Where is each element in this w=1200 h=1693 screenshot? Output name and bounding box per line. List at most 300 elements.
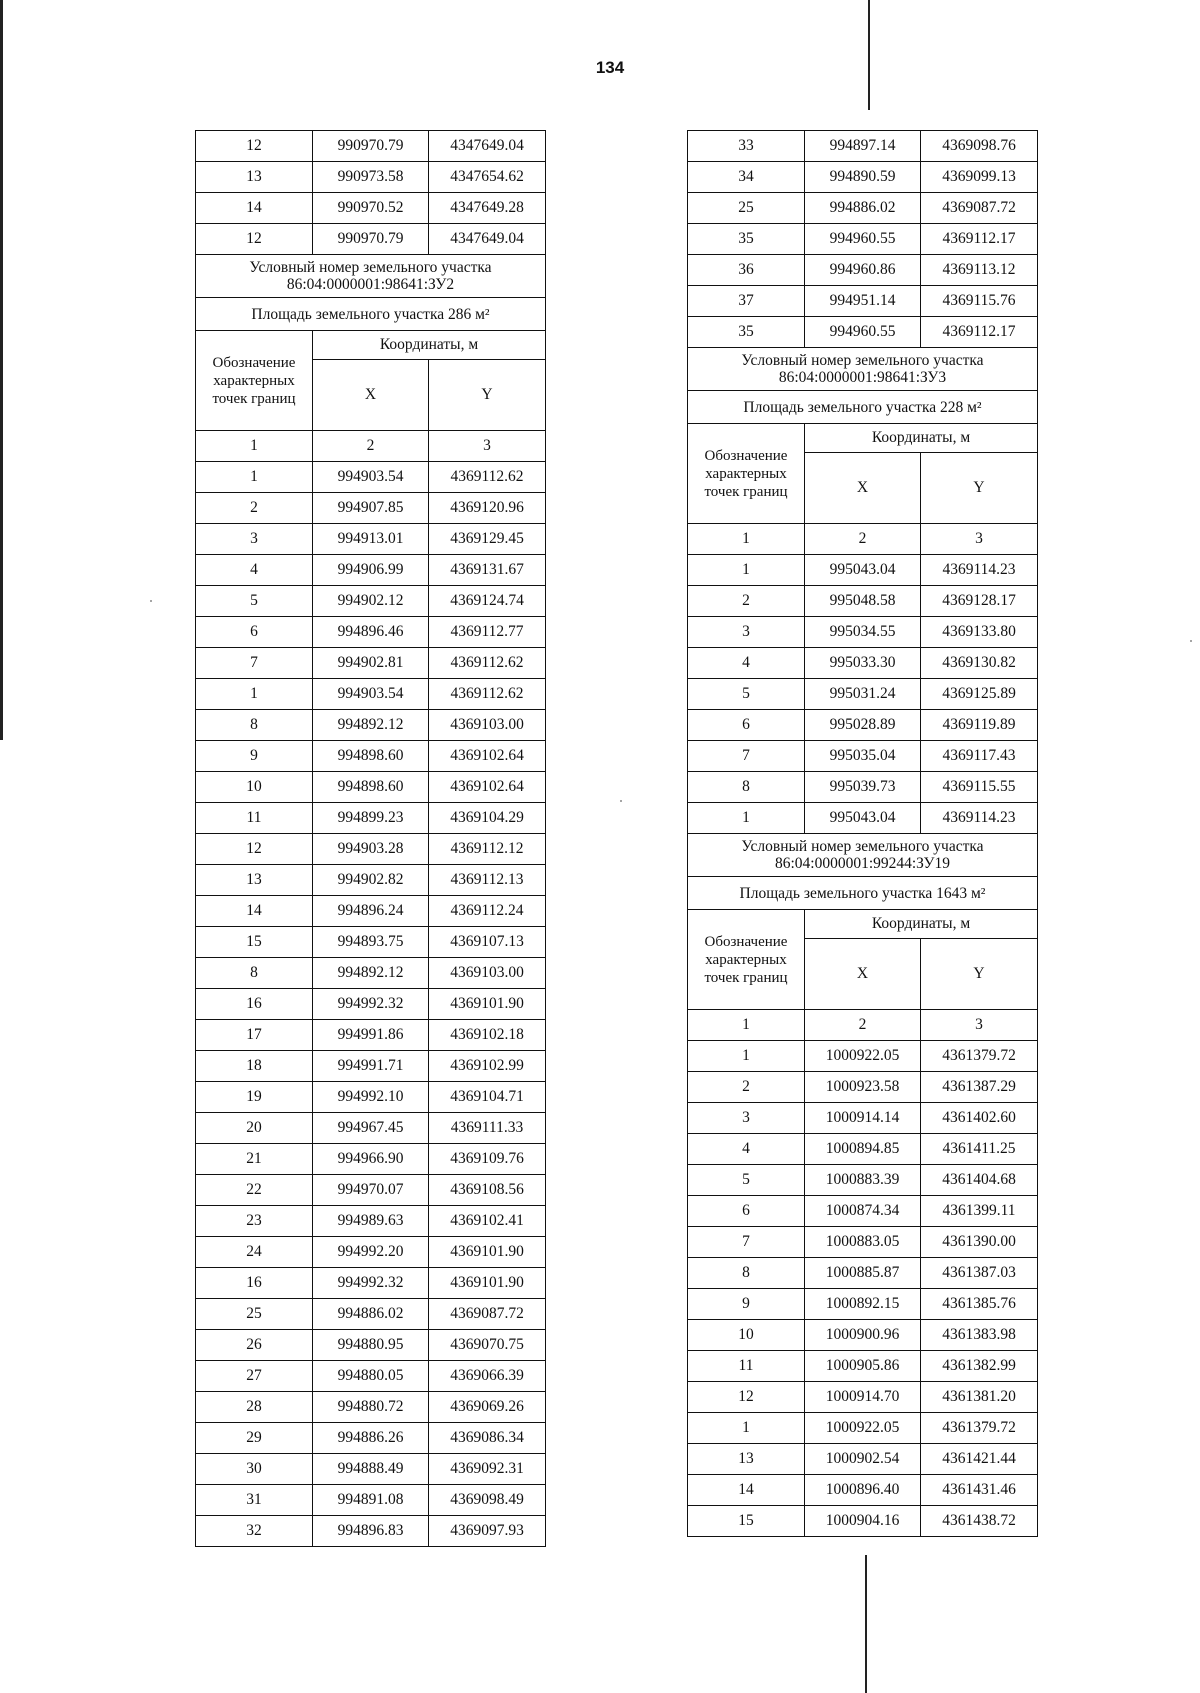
x-coordinate-cell: 994891.08: [313, 1485, 429, 1516]
column-number-row: [688, 1010, 1038, 1041]
table-row: [196, 741, 546, 772]
point-number-cell: 8: [688, 772, 805, 803]
point-number-cell: 35: [688, 224, 805, 255]
point-number-cell: 20: [196, 1113, 313, 1144]
table-row: [688, 586, 1038, 617]
plot-number-caption: Условный номер земельного участка: [741, 838, 984, 855]
point-number-cell: 3: [688, 1103, 805, 1134]
y-coordinate-cell: 4361399.11: [921, 1196, 1038, 1227]
points-designation-header: Обозначение характерных точек границ: [688, 910, 805, 1010]
x-coordinate-cell: 994892.12: [313, 710, 429, 741]
x-coordinate-cell: 990973.58: [313, 162, 429, 193]
x-coordinate-cell: 1000900.96: [805, 1320, 921, 1351]
column-number-row: [196, 431, 546, 462]
point-number-cell: 6: [196, 617, 313, 648]
y-coordinate-cell: 4369104.71: [429, 1082, 546, 1113]
scan-speck: [620, 800, 622, 802]
point-number-cell: 30: [196, 1454, 313, 1485]
x-coordinate-cell: 994991.71: [313, 1051, 429, 1082]
table-row: [688, 648, 1038, 679]
x-coordinate-cell: 994906.99: [313, 555, 429, 586]
point-number-cell: 5: [196, 586, 313, 617]
table-row: [196, 1144, 546, 1175]
table-row: [688, 1103, 1038, 1134]
point-number-cell: 25: [196, 1299, 313, 1330]
x-coordinate-cell: 994898.60: [313, 772, 429, 803]
table-row: [196, 193, 546, 224]
y-coordinate-cell: 4369112.17: [921, 317, 1038, 348]
y-coordinate-cell: 4369098.49: [429, 1485, 546, 1516]
y-coordinate-cell: 4369103.00: [429, 710, 546, 741]
column-number: 3: [921, 524, 1038, 555]
scan-artifact-top-right: [868, 0, 870, 110]
y-coordinate-cell: 4369102.64: [429, 772, 546, 803]
x-coordinate-cell: 994989.63: [313, 1206, 429, 1237]
table-row: [688, 1382, 1038, 1413]
plot-number-caption: Условный номер земельного участка: [741, 352, 984, 369]
point-number-cell: 2: [688, 586, 805, 617]
table-row: [196, 224, 546, 255]
point-number-cell: 13: [196, 865, 313, 896]
x-coordinate-cell: 995034.55: [805, 617, 921, 648]
point-number-cell: 22: [196, 1175, 313, 1206]
table-row: [196, 1175, 546, 1206]
x-coordinate-cell: 995035.04: [805, 741, 921, 772]
table-row: [688, 741, 1038, 772]
table-row: [196, 1392, 546, 1423]
table-row: [196, 865, 546, 896]
column-number: 2: [805, 1010, 921, 1041]
table-row: [196, 555, 546, 586]
y-coordinate-cell: 4369112.17: [921, 224, 1038, 255]
y-coordinate-cell: 4361381.20: [921, 1382, 1038, 1413]
table-row: [196, 131, 546, 162]
y-coordinate-cell: 4369102.41: [429, 1206, 546, 1237]
table-row: [196, 1237, 546, 1268]
x-coordinate-cell: 995048.58: [805, 586, 921, 617]
table-row: [196, 1082, 546, 1113]
point-number-cell: 19: [196, 1082, 313, 1113]
x-coordinate-cell: 994992.32: [313, 989, 429, 1020]
y-coordinate-cell: 4369124.74: [429, 586, 546, 617]
table-row: [196, 1206, 546, 1237]
y-column-header: Y: [921, 939, 1038, 1010]
point-number-cell: 8: [688, 1258, 805, 1289]
table-row: [688, 286, 1038, 317]
point-number-cell: 15: [196, 927, 313, 958]
point-number-cell: 7: [688, 1227, 805, 1258]
point-number-cell: 13: [688, 1444, 805, 1475]
x-coordinate-cell: 994896.83: [313, 1516, 429, 1547]
x-coordinate-cell: 994907.85: [313, 493, 429, 524]
table-row: [196, 1330, 546, 1361]
table-row: [688, 1041, 1038, 1072]
y-coordinate-cell: 4369087.72: [429, 1299, 546, 1330]
table-row: [196, 1051, 546, 1082]
table-row: [196, 1361, 546, 1392]
x-coordinate-cell: 994880.95: [313, 1330, 429, 1361]
scan-speck: [1190, 640, 1192, 642]
y-coordinate-cell: 4369128.17: [921, 586, 1038, 617]
y-coordinate-cell: 4361379.72: [921, 1041, 1038, 1072]
point-number-cell: 8: [196, 958, 313, 989]
y-coordinate-cell: 4361387.03: [921, 1258, 1038, 1289]
x-coordinate-cell: 994890.59: [805, 162, 921, 193]
point-number-cell: 1: [196, 462, 313, 493]
y-coordinate-cell: 4369112.62: [429, 679, 546, 710]
x-coordinate-cell: 990970.79: [313, 131, 429, 162]
x-coordinate-cell: 995043.04: [805, 555, 921, 586]
y-coordinate-cell: 4369104.29: [429, 803, 546, 834]
table-row: [688, 803, 1038, 834]
point-number-cell: 2: [196, 493, 313, 524]
table-row: [196, 1423, 546, 1454]
plot-number-cell: [688, 834, 1038, 877]
y-coordinate-cell: 4347654.62: [429, 162, 546, 193]
x-coordinate-cell: 994902.81: [313, 648, 429, 679]
y-coordinate-cell: 4369120.96: [429, 493, 546, 524]
header-row: [688, 424, 1038, 453]
x-coordinate-cell: 1000904.16: [805, 1506, 921, 1537]
x-coordinate-cell: 1000922.05: [805, 1413, 921, 1444]
point-number-cell: 5: [688, 1165, 805, 1196]
x-coordinate-cell: 994960.86: [805, 255, 921, 286]
x-coordinate-cell: 1000905.86: [805, 1351, 921, 1382]
scan-artifact-left-edge: [0, 0, 3, 740]
y-coordinate-cell: 4361383.98: [921, 1320, 1038, 1351]
x-coordinate-cell: 1000892.15: [805, 1289, 921, 1320]
table-row: [196, 524, 546, 555]
x-coordinate-cell: 994992.20: [313, 1237, 429, 1268]
y-coordinate-cell: 4369102.99: [429, 1051, 546, 1082]
y-coordinate-cell: 4369115.55: [921, 772, 1038, 803]
y-coordinate-cell: 4347649.04: [429, 224, 546, 255]
y-coordinate-cell: 4361379.72: [921, 1413, 1038, 1444]
x-coordinate-cell: 994902.82: [313, 865, 429, 896]
table-row: [688, 1134, 1038, 1165]
column-number-row: [688, 524, 1038, 555]
table-row: [196, 989, 546, 1020]
x-column-header: X: [805, 939, 921, 1010]
x-coordinate-cell: 1000902.54: [805, 1444, 921, 1475]
table-row: [196, 896, 546, 927]
point-number-cell: 16: [196, 1268, 313, 1299]
point-number-cell: 37: [688, 286, 805, 317]
y-coordinate-cell: 4369102.18: [429, 1020, 546, 1051]
point-number-cell: 25: [688, 193, 805, 224]
points-designation-header: Обозначение характерных точек границ: [688, 424, 805, 524]
x-column-header: X: [805, 453, 921, 524]
x-coordinate-cell: 1000883.39: [805, 1165, 921, 1196]
x-coordinate-cell: 994913.01: [313, 524, 429, 555]
y-coordinate-cell: 4369101.90: [429, 989, 546, 1020]
scan-speck: [150, 600, 152, 602]
point-number-cell: 1: [196, 679, 313, 710]
coordinates-header: Координаты, м: [805, 424, 1038, 453]
x-coordinate-cell: 994991.86: [313, 1020, 429, 1051]
point-number-cell: 18: [196, 1051, 313, 1082]
x-coordinate-cell: 994896.24: [313, 896, 429, 927]
table-row: [688, 1165, 1038, 1196]
table-row: [688, 1475, 1038, 1506]
y-coordinate-cell: 4369111.33: [429, 1113, 546, 1144]
x-coordinate-cell: 994903.54: [313, 462, 429, 493]
x-coordinate-cell: 994992.10: [313, 1082, 429, 1113]
y-coordinate-cell: 4369101.90: [429, 1237, 546, 1268]
point-number-cell: 14: [688, 1475, 805, 1506]
plot-cadastral-number: 86:04:0000001:98641:ЗУ2: [286, 276, 455, 293]
table-row: [196, 927, 546, 958]
x-coordinate-cell: 1000914.70: [805, 1382, 921, 1413]
point-number-cell: 10: [688, 1320, 805, 1351]
point-number-cell: 1: [688, 555, 805, 586]
table-row: [688, 1444, 1038, 1475]
plot-area: Площадь земельного участка 228 м²: [688, 391, 1038, 424]
y-coordinate-cell: 4369115.76: [921, 286, 1038, 317]
table-row: [688, 255, 1038, 286]
table-row: [688, 710, 1038, 741]
y-coordinate-cell: 4361402.60: [921, 1103, 1038, 1134]
y-coordinate-cell: 4369113.12: [921, 255, 1038, 286]
column-number: 1: [196, 431, 313, 462]
point-number-cell: 4: [196, 555, 313, 586]
table-row: [196, 772, 546, 803]
y-coordinate-cell: 4369070.75: [429, 1330, 546, 1361]
y-coordinate-cell: 4369112.62: [429, 648, 546, 679]
x-coordinate-cell: 994951.14: [805, 286, 921, 317]
point-number-cell: 21: [196, 1144, 313, 1175]
column-number: 2: [805, 524, 921, 555]
x-coordinate-cell: 994888.49: [313, 1454, 429, 1485]
y-coordinate-cell: 4369092.31: [429, 1454, 546, 1485]
table-row: [196, 958, 546, 989]
x-coordinate-cell: 995033.30: [805, 648, 921, 679]
y-coordinate-cell: 4369125.89: [921, 679, 1038, 710]
table-row: [688, 1289, 1038, 1320]
x-coordinate-cell: 994960.55: [805, 224, 921, 255]
header-row: [688, 910, 1038, 939]
point-number-cell: 36: [688, 255, 805, 286]
header-row: [196, 331, 546, 360]
table-row: [688, 1196, 1038, 1227]
y-coordinate-cell: 4369109.76: [429, 1144, 546, 1175]
point-number-cell: 12: [196, 131, 313, 162]
point-number-cell: 12: [688, 1382, 805, 1413]
coordinates-header: Координаты, м: [313, 331, 546, 360]
table-row: [688, 193, 1038, 224]
point-number-cell: 12: [196, 224, 313, 255]
table-row: [688, 1351, 1038, 1382]
x-coordinate-cell: 1000885.87: [805, 1258, 921, 1289]
point-number-cell: 33: [688, 131, 805, 162]
table-row: [196, 710, 546, 741]
plot-number-row: [196, 255, 546, 298]
point-number-cell: 9: [196, 741, 313, 772]
table-row: [196, 834, 546, 865]
table-row: [688, 1506, 1038, 1537]
y-coordinate-cell: 4369107.13: [429, 927, 546, 958]
point-number-cell: 1: [688, 803, 805, 834]
table-row: [196, 1113, 546, 1144]
y-coordinate-cell: 4369101.90: [429, 1268, 546, 1299]
table-row: [196, 586, 546, 617]
coordinates-header: Координаты, м: [805, 910, 1038, 939]
y-column-header: Y: [921, 453, 1038, 524]
table-row: [688, 555, 1038, 586]
y-coordinate-cell: 4369114.23: [921, 555, 1038, 586]
table-row: [196, 679, 546, 710]
table-row: [196, 493, 546, 524]
column-number: 1: [688, 524, 805, 555]
plot-cadastral-number: 86:04:0000001:99244:ЗУ19: [774, 855, 951, 872]
table-row: [688, 1413, 1038, 1444]
point-number-cell: 26: [196, 1330, 313, 1361]
point-number-cell: 29: [196, 1423, 313, 1454]
plot-cadastral-number: 86:04:0000001:98641:ЗУ3: [778, 369, 947, 386]
x-coordinate-cell: 995031.24: [805, 679, 921, 710]
point-number-cell: 9: [688, 1289, 805, 1320]
x-coordinate-cell: 994886.02: [313, 1299, 429, 1330]
point-number-cell: 34: [688, 162, 805, 193]
point-number-cell: 7: [688, 741, 805, 772]
point-number-cell: 15: [688, 1506, 805, 1537]
point-number-cell: 1: [688, 1413, 805, 1444]
column-number: 3: [429, 431, 546, 462]
y-coordinate-cell: 4369103.00: [429, 958, 546, 989]
y-coordinate-cell: 4347649.28: [429, 193, 546, 224]
y-coordinate-cell: 4369131.67: [429, 555, 546, 586]
plot-area: Площадь земельного участка 1643 м²: [688, 877, 1038, 910]
point-number-cell: 3: [688, 617, 805, 648]
y-coordinate-cell: 4369112.62: [429, 462, 546, 493]
point-number-cell: 24: [196, 1237, 313, 1268]
table-row: [688, 617, 1038, 648]
right-table-body: [688, 131, 1038, 1537]
y-coordinate-cell: 4369098.76: [921, 131, 1038, 162]
y-coordinate-cell: 4369112.77: [429, 617, 546, 648]
plot-area-row: [688, 877, 1038, 910]
y-coordinate-cell: 4369069.26: [429, 1392, 546, 1423]
point-number-cell: 5: [688, 679, 805, 710]
y-coordinate-cell: 4369119.89: [921, 710, 1038, 741]
table-row: [688, 162, 1038, 193]
y-coordinate-cell: 4361404.68: [921, 1165, 1038, 1196]
x-coordinate-cell: 994886.26: [313, 1423, 429, 1454]
x-coordinate-cell: 994902.12: [313, 586, 429, 617]
x-coordinate-cell: 994886.02: [805, 193, 921, 224]
x-coordinate-cell: 994992.32: [313, 1268, 429, 1299]
x-coordinate-cell: 994880.05: [313, 1361, 429, 1392]
y-coordinate-cell: 4369112.24: [429, 896, 546, 927]
table-row: [196, 462, 546, 493]
y-coordinate-cell: 4361382.99: [921, 1351, 1038, 1382]
x-coordinate-cell: 994899.23: [313, 803, 429, 834]
table-row: [688, 1227, 1038, 1258]
point-number-cell: 1: [688, 1041, 805, 1072]
x-coordinate-cell: 990970.52: [313, 193, 429, 224]
x-coordinate-cell: 995028.89: [805, 710, 921, 741]
point-number-cell: 6: [688, 1196, 805, 1227]
y-coordinate-cell: 4369108.56: [429, 1175, 546, 1206]
point-number-cell: 14: [196, 193, 313, 224]
table-row: [196, 162, 546, 193]
column-number: 1: [688, 1010, 805, 1041]
table-row: [688, 1258, 1038, 1289]
point-number-cell: 23: [196, 1206, 313, 1237]
point-number-cell: 2: [688, 1072, 805, 1103]
column-number: 2: [313, 431, 429, 462]
point-number-cell: 12: [196, 834, 313, 865]
table-row: [196, 648, 546, 679]
point-number-cell: 14: [196, 896, 313, 927]
point-number-cell: 3: [196, 524, 313, 555]
left-table-body: [196, 131, 546, 1547]
column-number: 3: [921, 1010, 1038, 1041]
page-number: 134: [595, 58, 625, 77]
table-row: [196, 1020, 546, 1051]
left-coordinates-table: [195, 130, 546, 1547]
x-coordinate-cell: 994880.72: [313, 1392, 429, 1423]
point-number-cell: 7: [196, 648, 313, 679]
table-row: [196, 803, 546, 834]
x-column-header: X: [313, 360, 429, 431]
y-coordinate-cell: 4369130.82: [921, 648, 1038, 679]
x-coordinate-cell: 995043.04: [805, 803, 921, 834]
y-coordinate-cell: 4369112.12: [429, 834, 546, 865]
x-coordinate-cell: 990970.79: [313, 224, 429, 255]
table-row: [196, 1485, 546, 1516]
plot-number-caption: Условный номер земельного участка: [249, 259, 492, 276]
plot-number-cell: [196, 255, 546, 298]
x-coordinate-cell: 1000874.34: [805, 1196, 921, 1227]
table-row: [196, 1516, 546, 1547]
point-number-cell: 8: [196, 710, 313, 741]
x-coordinate-cell: 995039.73: [805, 772, 921, 803]
x-coordinate-cell: 994893.75: [313, 927, 429, 958]
y-coordinate-cell: 4369112.13: [429, 865, 546, 896]
plot-number-row: [688, 348, 1038, 391]
x-coordinate-cell: 1000894.85: [805, 1134, 921, 1165]
points-designation-header: Обозначение характерных точек границ: [196, 331, 313, 431]
point-number-cell: 16: [196, 989, 313, 1020]
x-coordinate-cell: 1000883.05: [805, 1227, 921, 1258]
point-number-cell: 4: [688, 648, 805, 679]
plot-number-row: [688, 834, 1038, 877]
x-coordinate-cell: 1000923.58: [805, 1072, 921, 1103]
x-coordinate-cell: 994903.28: [313, 834, 429, 865]
y-coordinate-cell: 4361387.29: [921, 1072, 1038, 1103]
table-row: [196, 1454, 546, 1485]
y-coordinate-cell: 4369114.23: [921, 803, 1038, 834]
y-coordinate-cell: 4361431.46: [921, 1475, 1038, 1506]
table-row: [688, 679, 1038, 710]
right-coordinates-table: [687, 130, 1038, 1537]
y-coordinate-cell: 4361438.72: [921, 1506, 1038, 1537]
table-row: [196, 617, 546, 648]
table-row: [688, 131, 1038, 162]
y-coordinate-cell: 4361421.44: [921, 1444, 1038, 1475]
table-row: [196, 1268, 546, 1299]
x-coordinate-cell: 994970.07: [313, 1175, 429, 1206]
plot-number-cell: [688, 348, 1038, 391]
point-number-cell: 6: [688, 710, 805, 741]
y-coordinate-cell: 4369133.80: [921, 617, 1038, 648]
table-row: [688, 1072, 1038, 1103]
point-number-cell: 32: [196, 1516, 313, 1547]
y-coordinate-cell: 4369117.43: [921, 741, 1038, 772]
y-coordinate-cell: 4369102.64: [429, 741, 546, 772]
y-coordinate-cell: 4369066.39: [429, 1361, 546, 1392]
